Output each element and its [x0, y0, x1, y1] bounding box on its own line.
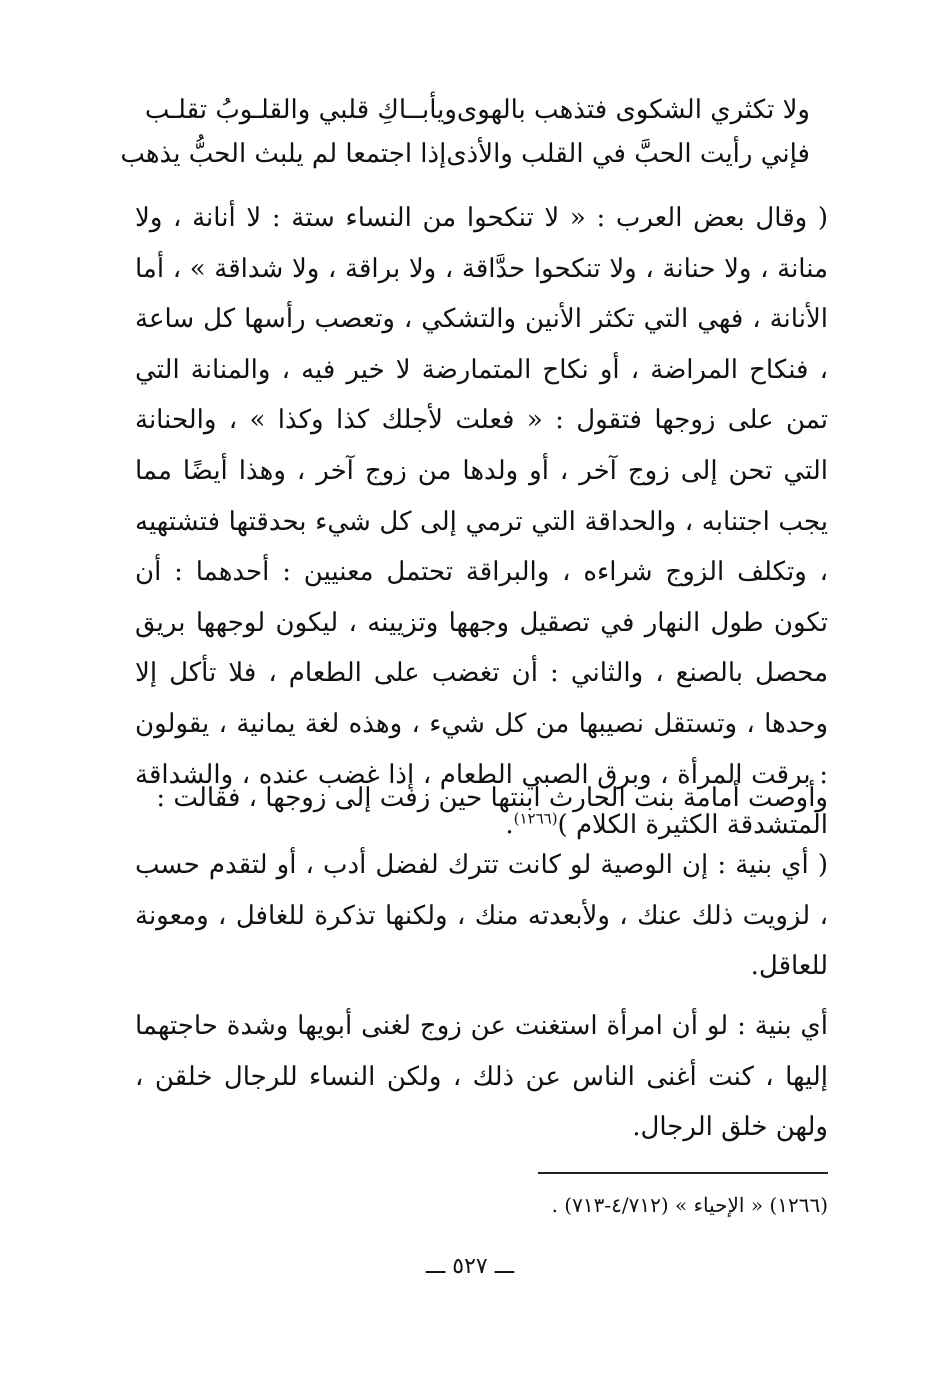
paragraph-4-text: أي بنية : لو أن امرأة استغنت عن زوج لغنى أبويها وشدة حاجتهما إليها ، كنت أغنى الناس عن ذلك ، ولكن النساء للرجال خلقن ، ولهن خلق الرجال. [135, 1011, 828, 1143]
verse-1-first-hemistich: ولا تكثري الشكوى فتذهب بالهوى [456, 95, 810, 125]
verse-2-second-hemistich: إذا اجتمعا لم يلبث الحبُّ يذهب [120, 139, 447, 169]
paragraph-3-text: ( أي بنية : إن الوصية لو كانت تترك لفضل أدب ، أو لتقدم حسب ، لزويت ذلك عنك ، ولأبعدته منك ، ولكنها تذكرة للغافل ، ومعونة للعاقل. [135, 850, 828, 982]
footnote-reference: (١٢٦٦) [513, 809, 558, 828]
poem-verse-1 [144, 88, 810, 132]
paragraph-advice-2 [135, 1001, 828, 1153]
poem [120, 88, 810, 176]
verse-1-second-hemistich: ويأبــاكِ قلبي والقلـوبُ تقلـب [144, 95, 457, 125]
paragraph-2-text: وأوصت أمامة بنت الحارث ابنتها حين زفت إلى زوجها ، فقالت : [156, 783, 828, 813]
verse-2-first-hemistich: فإني رأيت الحبَّ في القلب والأذى [446, 139, 810, 169]
paragraph-umama-intro [135, 773, 828, 824]
poem-verse-2 [120, 132, 810, 176]
paragraph-1-text: ( وقال بعض العرب : « لا تنكحوا من النساء ستة : لا أنانة ، ولا منانة ، ولا حنانة ، ولا تنكحوا حدَّاقة ، ولا براقة ، ولا شداقة » ، أما الأنانة ، فهي التي تكثر الأنين والتشكي ، وتعصب رأسها كل ساعة ، فنكاح المراضة ، أو نكاح المتمارضة لا خير فيه ، والمنانة التي تمن على زوجها فتقول : « فعلت لأجلك كذا وكذا » ، والحنانة التي تحن إلى زوج آخر ، أو ولدها من زوج آخر ، وهذا أيضًا مما يجب اجتنابه ، والحداقة التي ترمي إلى كل شيء بحدقتها فتشتهيه ، وتكلف الزوج شراءه ، والبراقة تحتمل معنيين : أحدهما : أن تكون طول النهار في تصقيل وجهها وتزيينه ، ليكون لوجهها بريق محصل بالصنع ، والثاني : أن تغضب على الطعام ، فلا تأكل إلا وحدها ، وتستقل نصيبها من كل شيء ، وهذه لغة يمانية ، يقولون : برقت المرأة ، وبرق الصبي الطعام ، إذا غضب عنده ، والشداقة المتشدقة الكثيرة الكلام ) [135, 203, 828, 841]
paragraph-six-women: ( وقال بعض العرب : « لا تنكحوا من النساء ستة : لا أنانة ، ولا منانة ، ولا حنانة ، ولا تنكحوا حدَّاقة ، ولا براقة ، ولا شداقة » ، أما الأنانة ، فهي التي تكثر الأنين والتشكي ، وتعصب رأسها كل ساعة ، فنكاح المراضة ، أو نكاح المتمارضة لا خير فيه ، والمنانة التي تمن على زوجها فتقول : « فعلت لأجلك كذا وكذا » ، والحنانة التي تحن إلى زوج آخر ، أو ولدها من زوج آخر ، وهذا أيضًا مما يجب اجتنابه ، والحداقة التي ترمي إلى كل شيء بحدقتها فتشتهيه ، وتكلف الزوج شراءه ، والبراقة تحتمل معنيين : أحدهما : أن تكون طول النهار في تصقيل وجهها وتزيينه ، ليكون لوجهها بريق محصل بالصنع ، والثاني : أن تغضب على الطعام ، فلا تأكل إلا وحدها ، وتستقل نصيبها من كل شيء ، وهذه لغة يمانية ، يقولون : برقت المرأة ، وبرق الصبي الطعام ، إذا غضب عنده ، والشداقة المتشدقة الكثيرة الكلام )$^{(١٢٦٦)}$. [135, 203, 828, 841]
footnote: (١٢٦٦) « الإحياء » (٤/٧١٢-٧١٣) . [551, 1193, 828, 1217]
footnote-separator [538, 1172, 828, 1174]
page-number: ـــ ٥٢٧ ـــ [425, 1254, 515, 1279]
paragraph-advice-1 [135, 840, 828, 992]
